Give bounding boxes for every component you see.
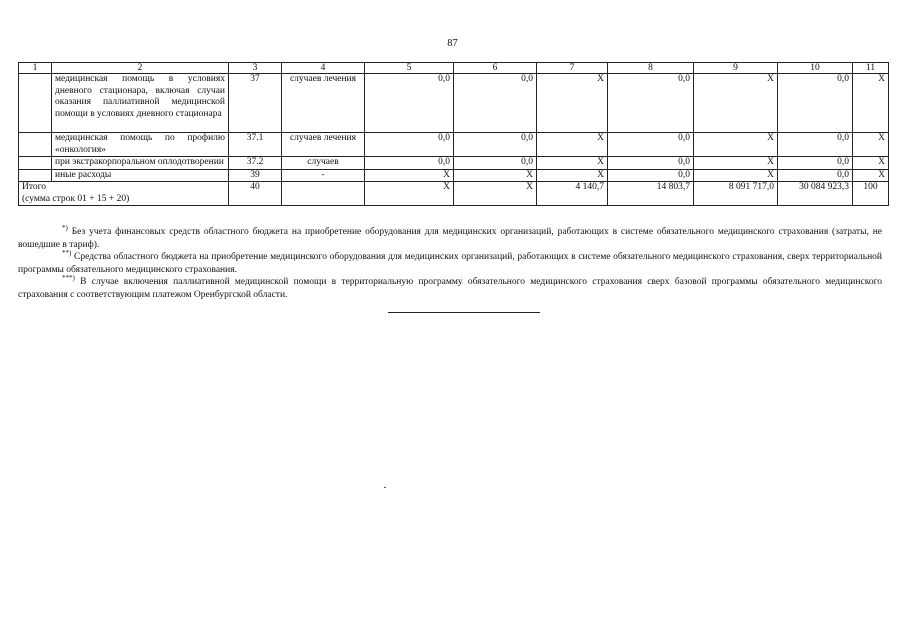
value-cell: 0,0 xyxy=(778,169,853,182)
table-row xyxy=(19,157,889,170)
value-cell: 0,0 xyxy=(608,74,694,133)
value-cell: X xyxy=(853,74,889,133)
column-number: 5 xyxy=(365,63,454,74)
value-cell: 4 140,7 xyxy=(537,182,608,206)
value-cell: 0,0 xyxy=(778,157,853,170)
footnote xyxy=(18,248,882,276)
value-cell: X xyxy=(694,169,778,182)
value-cell: 0,0 xyxy=(454,74,537,133)
row-unit-cell: случаев лечения xyxy=(282,133,365,157)
total-label-formula: (сумма строк 01 + 15 + 20) xyxy=(22,193,130,204)
column-number: 8 xyxy=(608,63,694,74)
footnote-mark: ***) xyxy=(62,273,75,282)
row-name-cell: при экстракорпоральном оплодотворении xyxy=(52,157,229,170)
footnote-text: Средства областного бюджета на приобретение медицинского оборудования для медицинских организаций, работающих в системе обязательного медицинского страхования, сверх территориальной программы обязательного медицинского страхования. xyxy=(18,252,882,275)
column-number: 1 xyxy=(19,63,52,74)
value-cell: X xyxy=(853,169,889,182)
value-cell: X xyxy=(537,74,608,133)
footnote-mark: *) xyxy=(62,223,68,232)
total-label: Итого xyxy=(22,182,47,192)
value-cell: X xyxy=(537,157,608,170)
value-cell: X xyxy=(853,133,889,157)
row-unit-cell: случаев лечения xyxy=(282,74,365,133)
column-number: 4 xyxy=(282,63,365,74)
column-number: 7 xyxy=(537,63,608,74)
table-row xyxy=(19,133,889,157)
footnote-mark: **) xyxy=(62,248,72,257)
value-cell: X xyxy=(365,169,454,182)
row-index-cell xyxy=(19,157,52,170)
value-cell: 0,0 xyxy=(365,133,454,157)
value-cell: X xyxy=(694,133,778,157)
value-cell: 0,0 xyxy=(454,133,537,157)
value-cell: X xyxy=(537,169,608,182)
table-row xyxy=(19,169,889,182)
column-number: 2 xyxy=(52,63,229,74)
value-cell: 30 084 923,3 xyxy=(778,182,853,206)
value-cell: X xyxy=(694,74,778,133)
footnote-text: В случае включения паллиативной медицинской помощи в территориальную программу обязательного медицинского страхования сверх базовой программы обязательного медицинского страхования с соответствующим платежом Оренбургской области. xyxy=(18,277,882,300)
row-index-cell xyxy=(19,169,52,182)
value-cell: X xyxy=(694,157,778,170)
row-code-cell: 40 xyxy=(229,182,282,206)
row-index-cell xyxy=(19,133,52,157)
value-cell: X xyxy=(853,157,889,170)
value-cell: X xyxy=(365,182,454,206)
value-cell: 0,0 xyxy=(365,74,454,133)
column-number: 6 xyxy=(454,63,537,74)
value-cell: X xyxy=(454,169,537,182)
row-code-cell: 37.1 xyxy=(229,133,282,157)
value-cell: X xyxy=(537,133,608,157)
scan-speck xyxy=(384,487,386,488)
total-row xyxy=(19,182,889,206)
column-number: 9 xyxy=(694,63,778,74)
financing-table xyxy=(18,62,889,206)
row-unit-cell: случаев xyxy=(282,157,365,170)
table-row xyxy=(19,74,889,133)
value-cell: 0,0 xyxy=(365,157,454,170)
page-number: 87 xyxy=(447,38,458,49)
column-number: 3 xyxy=(229,63,282,74)
row-code-cell: 39 xyxy=(229,169,282,182)
footnote xyxy=(18,223,882,251)
footnote-text: Без учета финансовых средств областного бюджета на приобретение оборудования для медицинских организаций, работающих в системе обязательного медицинского страхования (затраты, не вошедшие в тариф). xyxy=(18,227,882,250)
row-name-cell: медицинская помощь по профилю «онкология» xyxy=(52,133,229,157)
column-number-row xyxy=(19,63,889,74)
row-unit-cell: - xyxy=(282,169,365,182)
row-code-cell: 37.2 xyxy=(229,157,282,170)
value-cell: 0,0 xyxy=(608,157,694,170)
row-name-cell: иные расходы xyxy=(52,169,229,182)
footnote xyxy=(18,273,882,301)
value-cell: 14 803,7 xyxy=(608,182,694,206)
value-cell: 8 091 717,0 xyxy=(694,182,778,206)
row-name-cell: медицинская помощь в условиях дневного стационара, включая случаи оказания паллиативной медицинской помощи в условиях дневного стационара xyxy=(52,74,229,133)
row-index-cell xyxy=(19,74,52,133)
row-unit-cell xyxy=(282,182,365,206)
total-label-cell xyxy=(19,182,229,206)
column-number: 11 xyxy=(853,63,889,74)
end-rule xyxy=(388,312,540,313)
value-cell: 0,0 xyxy=(608,133,694,157)
value-cell: 0,0 xyxy=(778,74,853,133)
value-cell: 0,0 xyxy=(778,133,853,157)
value-cell: 0,0 xyxy=(454,157,537,170)
value-cell: 100 xyxy=(853,182,889,206)
row-code-cell: 37 xyxy=(229,74,282,133)
footnotes xyxy=(18,223,882,301)
value-cell: 0,0 xyxy=(608,169,694,182)
column-number: 10 xyxy=(778,63,853,74)
value-cell: X xyxy=(454,182,537,206)
